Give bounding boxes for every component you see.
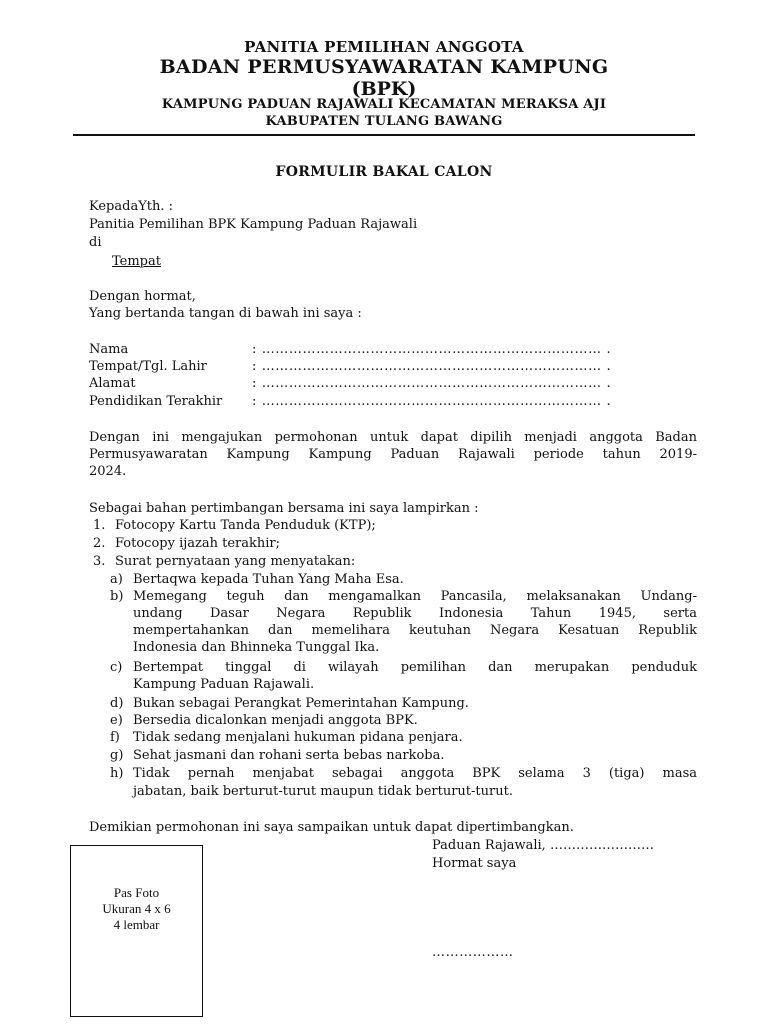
request-line-1: Dengan ini mengajukan permohonan untuk dapat dipilih menjadi anggota Badan <box>89 430 697 445</box>
intro-statement: Yang bertanda tangan di bawah ini saya : <box>89 306 362 321</box>
field-value-name[interactable]: : ………………………………………………………………… . <box>252 342 612 357</box>
request-line-2: Permusyawaratan Kampung Kampung Paduan Rajawali periode tahun 2019- <box>89 447 697 462</box>
sub-item-g: Sehat jasmani dan rohani serta bebas narkoba. <box>133 748 445 763</box>
sub-item-letter: e) <box>110 713 123 728</box>
field-label-name: Nama <box>89 342 129 357</box>
sub-item-letter: a) <box>110 572 123 587</box>
address-recipient: Panitia Pemilihan BPK Kampung Paduan Rajawali <box>89 217 418 232</box>
address-to: KepadaYth. : <box>89 199 174 214</box>
attachment-item-statement: Surat pernyataan yang menyatakan: <box>115 554 356 569</box>
sub-item-letter: d) <box>110 696 124 711</box>
closing-statement: Demikian permohonan ini saya sampaikan untuk dapat dipertimbangkan. <box>89 820 574 835</box>
sub-item-letter: h) <box>110 766 124 781</box>
attachment-number: 2. <box>93 536 106 551</box>
sub-item-e: Bersedia dicalonkan menjadi anggota BPK. <box>133 713 418 728</box>
field-value-birth[interactable]: : ………………………………………………………………… . <box>252 359 612 374</box>
attachment-number: 1. <box>93 518 106 533</box>
sub-item-b-line-4: Indonesia dan Bhinneka Tunggal Ika. <box>133 640 380 655</box>
photo-box <box>70 845 203 1017</box>
photo-count: 4 lembar <box>113 917 160 932</box>
salutation: Dengan hormat, <box>89 289 196 304</box>
field-value-education[interactable]: : ………………………………………………………………… . <box>252 394 612 409</box>
field-label-birth: Tempat/Tgl. Lahir <box>89 359 207 374</box>
field-label-education: Pendidikan Terakhir <box>89 394 223 409</box>
request-line-3: 2024. <box>89 464 127 479</box>
sub-item-c-line-1: Bertempat tinggal di wilayah pemilihan dan merupakan penduduk <box>133 660 697 675</box>
sub-item-letter: c) <box>110 660 123 675</box>
photo-label: Pas Foto <box>113 885 160 900</box>
attachment-item-diploma: Fotocopy ijazah terakhir; <box>115 536 281 551</box>
field-value-address[interactable]: : ………………………………………………………………… . <box>252 376 612 391</box>
committee-title: PANITIA PEMILIHAN ANGGOTA <box>244 38 524 56</box>
agency-abbreviation: (BPK) <box>351 78 417 100</box>
sub-item-letter: b) <box>110 589 124 604</box>
sub-item-f: Tidak sedang menjalani hukuman pidana penjara. <box>133 730 463 745</box>
agency-title: BADAN PERMUSYAWARATAN KAMPUNG <box>159 56 609 78</box>
sub-item-letter: f) <box>110 730 120 745</box>
village-district-line: KAMPUNG PADUAN RAJAWALI KECAMATAN MERAKSA AJI <box>161 97 607 112</box>
sub-item-h-line-1: Tidak pernah menjabat sebagai anggota BPK selama 3 (tiga) masa <box>133 766 697 781</box>
sub-item-b-line-2: undang Dasar Negara Republik Indonesia Tahun 1945, serta <box>133 606 697 621</box>
form-title: FORMULIR BAKAL CALON <box>275 164 493 180</box>
field-label-address: Alamat <box>89 376 136 391</box>
header-divider <box>73 134 695 136</box>
place-date[interactable]: Paduan Rajawali, …………………… <box>432 838 654 853</box>
sub-item-c-line-2: Kampung Paduan Rajawali. <box>133 677 315 692</box>
attachment-number: 3. <box>93 554 106 569</box>
sub-item-h-line-2: jabatan, baik berturut-turut maupun tidak berturut-turut. <box>133 784 513 799</box>
sub-item-b-line-1: Memegang teguh dan mengamalkan Pancasila, melaksanakan Undang- <box>133 589 697 604</box>
sub-item-d: Bukan sebagai Perangkat Pemerintahan Kampung. <box>133 696 469 711</box>
regards: Hormat saya <box>432 856 517 871</box>
sub-item-a: Bertaqwa kepada Tuhan Yang Maha Esa. <box>133 572 404 587</box>
attachment-item-ktp: Fotocopy Kartu Tanda Penduduk (KTP); <box>115 518 376 533</box>
regency-line: KABUPATEN TULANG BAWANG <box>265 114 503 129</box>
photo-size: Ukuran 4 x 6 <box>102 901 171 916</box>
sub-item-b-line-3: mempertahankan dan memelihara keutuhan Negara Kesatuan Republik <box>133 623 697 638</box>
address-di: di <box>89 235 102 250</box>
attachments-intro: Sebagai bahan pertimbangan bersama ini saya lampirkan : <box>89 501 479 516</box>
signature-line[interactable]: ……………… <box>432 945 514 960</box>
sub-item-letter: g) <box>110 748 124 763</box>
address-place: Tempat <box>112 254 161 269</box>
